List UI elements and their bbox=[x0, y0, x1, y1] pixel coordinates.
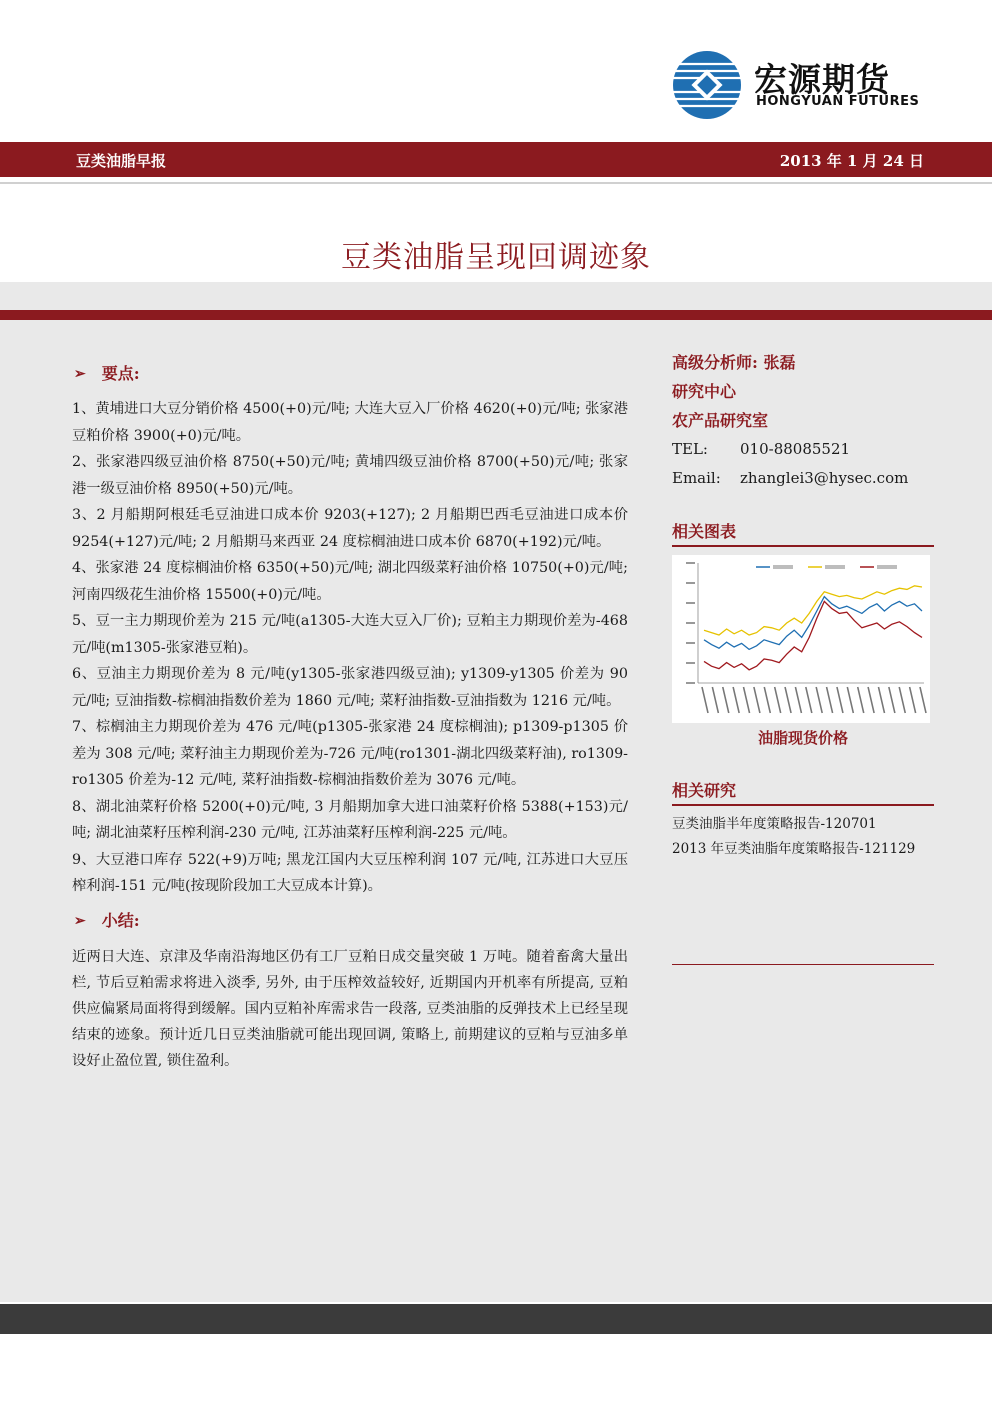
summary-text: 近两日大连、京津及华南沿海地区仍有工厂豆粕日成交量突破 1 万吨。随着畜禽大量出栏, 节后豆粕需求将进入淡季, 另外, 由于压榨效益较好, 近期国内开机率有所提高, 豆粕供应偏紧局面将得到缓解。国内豆粕补库需求告一段落, 豆类油脂的反弹技术上已经呈现结束的迹象。预计近几日豆类油脂就可能出现回调, 策略上, 前期建议的豆粕与豆油多单设好止盈位置, 锁住盈利。 bbox=[72, 948, 628, 1069]
tel-label: TEL: bbox=[672, 440, 708, 458]
header-divider bbox=[0, 182, 992, 184]
chart-panel bbox=[672, 519, 934, 748]
footer-bar bbox=[0, 1304, 992, 1334]
research-link[interactable]: 2013 年豆类油脂年度策略报告-121129 bbox=[672, 841, 916, 857]
chart-caption: 油脂现货价格 bbox=[757, 729, 848, 747]
price-chart-svg bbox=[672, 555, 930, 723]
key-point: 1、黄埔进口大豆分销价格 4500(+0)元/吨; 大连大豆入厂价格 4620(+0)元/吨; 张家港豆粕价格 3900(+0)元/吨。 bbox=[72, 401, 628, 444]
main-column bbox=[72, 360, 628, 1074]
key-point: 9、大豆港口库存 522(+9)万吨; 黑龙江国内大豆压榨利润 107 元/吨, 江苏进口大豆压榨利润-151 元/吨(按现阶段加工大豆成本计算)。 bbox=[72, 851, 628, 894]
key-point: 7、棕榈油主力期现价差为 476 元/吨(p1305-张家港 24 度棕榈油); p1309-p1305 价差为 308 元/吨; 菜籽油主力期现价差为-726 元/吨(ro1301-湖北四级菜籽油), ro1309-ro1305 价差为-12 元/吨, 菜籽油指数-棕榈油指数价差为 3076 元/吨。 bbox=[72, 719, 628, 788]
key-point: 8、湖北油菜籽价格 5200(+0)元/吨, 3 月船期加拿大进口油菜籽价格 5388(+153)元/吨; 湖北油菜籽压榨利润-230 元/吨, 江苏油菜籽压榨利润-225 元/吨。 bbox=[72, 798, 628, 841]
brand-name-en: HONGYUAN FUTURES bbox=[756, 94, 920, 109]
report-header-bar bbox=[0, 142, 992, 177]
research-panel bbox=[672, 778, 934, 965]
sidebar bbox=[672, 348, 934, 965]
agri-research-dept: 农产品研究室 bbox=[672, 411, 769, 430]
report-date: 2013 年 1 月 24 日 bbox=[779, 152, 924, 170]
key-points-heading bbox=[72, 360, 628, 388]
research-panel-bottom-line bbox=[672, 964, 934, 965]
summary-heading-label: 小结: bbox=[101, 911, 140, 931]
hongyuan-logo-icon bbox=[672, 50, 742, 120]
arrow-bullet-icon: ➢ bbox=[74, 913, 86, 930]
summary-heading bbox=[72, 908, 628, 936]
email-label: Email: bbox=[672, 469, 721, 487]
report-title: 豆类油脂呈现回调迹象 bbox=[341, 240, 651, 275]
chart-legend-label bbox=[773, 565, 793, 569]
research-panel-title: 相关研究 bbox=[672, 778, 934, 806]
chart-panel-title: 相关图表 bbox=[672, 519, 934, 547]
chart-legend-label bbox=[877, 565, 897, 569]
email-value[interactable]: zhanglei3@hysec.com bbox=[740, 469, 909, 487]
title-divider bbox=[0, 310, 992, 320]
price-chart bbox=[672, 555, 930, 723]
key-points-heading-label: 要点: bbox=[101, 363, 140, 383]
report-type: 豆类油脂早报 bbox=[76, 152, 167, 170]
chart-legend-label bbox=[825, 565, 845, 569]
tel-value: 010-88085521 bbox=[740, 440, 851, 458]
brand-name-cn: 宏源期货 bbox=[754, 60, 890, 99]
contact-tel bbox=[672, 435, 934, 464]
research-center: 研究中心 bbox=[672, 382, 737, 401]
brand-logo bbox=[672, 50, 932, 120]
key-point: 3、2 月船期阿根廷毛豆油进口成本价 9203(+127); 2 月船期巴西毛豆油进口成本价 9254(+127)元/吨; 2 月船期马来西亚 24 度棕榈油进口成本价 6870(+192)元/吨。 bbox=[72, 507, 628, 550]
contact-email bbox=[672, 464, 934, 493]
arrow-bullet-icon: ➢ bbox=[74, 365, 86, 382]
analyst-name: 高级分析师: 张磊 bbox=[672, 353, 796, 372]
key-point: 5、豆一主力期现价差为 215 元/吨(a1305-大连大豆入厂价); 豆粕主力期现价差为-468 元/吨(m1305-张家港豆粕)。 bbox=[72, 613, 628, 656]
key-point: 4、张家港 24 度棕榈油价格 6350(+50)元/吨; 湖北四级菜籽油价格 10750(+0)元/吨; 河南四级花生油价格 15500(+0)元/吨。 bbox=[72, 560, 628, 603]
key-point: 2、张家港四级豆油价格 8750(+50)元/吨; 黄埔四级豆油价格 8700(+50)元/吨; 张家港一级豆油价格 8950(+50)元/吨。 bbox=[72, 454, 628, 497]
research-link[interactable]: 豆类油脂半年度策略报告-120701 bbox=[672, 816, 877, 832]
key-point: 6、豆油主力期现价差为 8 元/吨(y1305-张家港四级豆油); y1309-y1305 价差为 90 元/吨; 豆油指数-棕榈油指数价差为 1860 元/吨; 菜籽油指数-豆油指数为 1216 元/吨。 bbox=[72, 666, 628, 709]
key-points-list bbox=[72, 396, 628, 900]
